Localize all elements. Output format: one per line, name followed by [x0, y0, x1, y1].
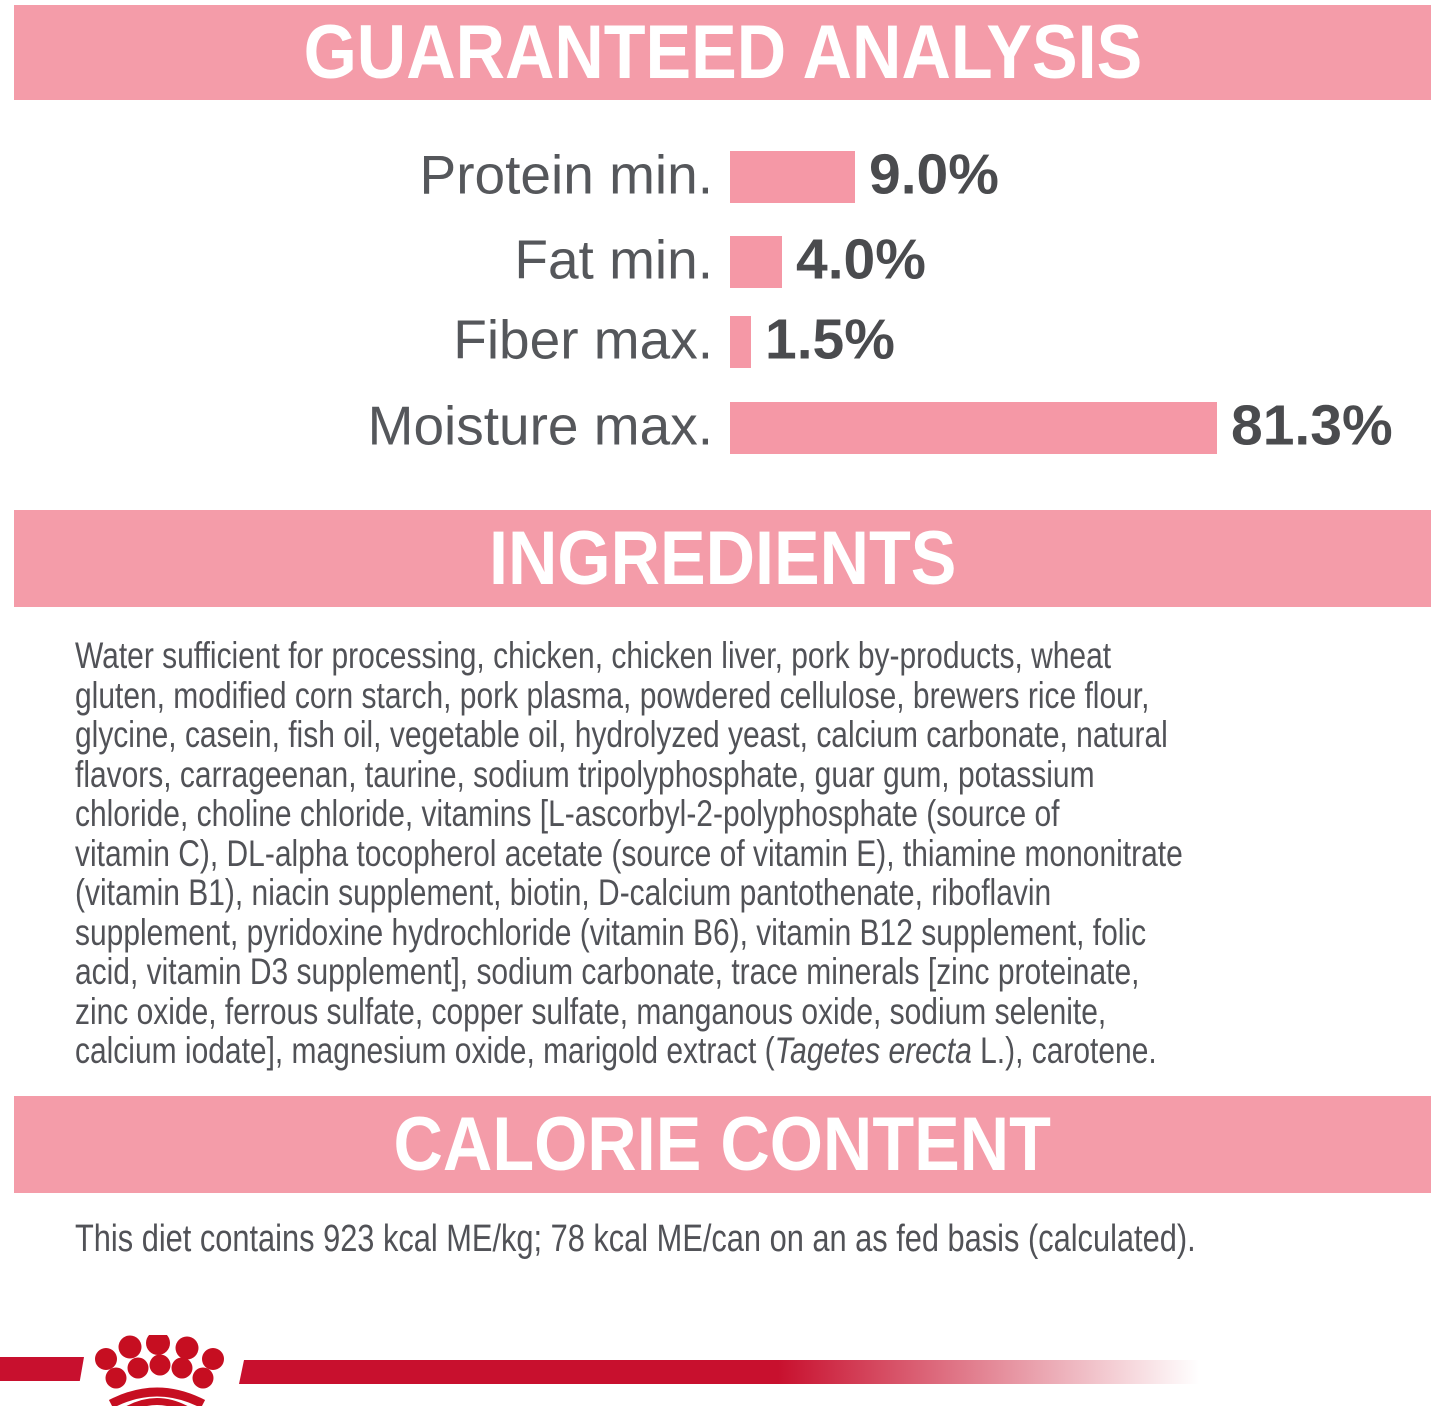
chart-value: 9.0% — [869, 142, 999, 207]
ingredients-banner — [14, 510, 1431, 607]
ingredients-line — [75, 834, 1387, 874]
chart-row-fiber — [0, 307, 1445, 372]
calorie-content-title: CALORIE CONTENT — [393, 1102, 1052, 1187]
ingredients-line — [75, 715, 1387, 755]
guaranteed-analysis-banner — [14, 5, 1431, 100]
calorie-content-text: This diet contains 923 kcal ME/kg; 78 kcal ME/can on an as fed basis (calculated). — [75, 1218, 1196, 1260]
chart-value: 81.3% — [1231, 393, 1393, 458]
ingredients-line — [75, 794, 1387, 834]
chart-row-moisture — [0, 393, 1445, 458]
calorie-content-banner — [14, 1096, 1431, 1193]
ingredients-line — [75, 1031, 1387, 1071]
ingredients-segment: zinc oxide, ferrous sulfate, copper sulfate, manganous oxide, sodium selenite, — [75, 990, 1107, 1032]
ingredients-segment: supplement, pyridoxine hydrochloride (vitamin B6), vitamin B12 supplement, folic — [75, 911, 1147, 953]
ingredients-segment: flavors, carrageenan, taurine, sodium tripolyphosphate, guar gum, potassium — [75, 753, 1095, 795]
ingredients-title: INGREDIENTS — [488, 516, 957, 601]
chart-category-label: Protein min. — [419, 143, 713, 206]
chart-row-fat — [0, 227, 1445, 292]
chart-row-protein — [0, 142, 1445, 207]
ingredients-line — [75, 992, 1387, 1032]
ingredients-segment: gluten, modified corn starch, pork plasma, powdered cellulose, brewers rice flour, — [75, 674, 1150, 716]
ingredients-segment: L.), carotene. — [971, 1030, 1157, 1071]
ingredients-line — [75, 676, 1387, 716]
ingredients-segment: acid, vitamin D3 supplement], sodium carbonate, trace minerals [zinc proteinate, — [75, 951, 1140, 992]
chart-value: 1.5% — [765, 307, 895, 372]
ingredients-segment: Water sufficient for processing, chicken, chicken liver, pork by-products, wheat — [75, 635, 1112, 676]
chart-bar — [730, 151, 855, 203]
ingredients-line — [75, 873, 1387, 913]
brand-stripe-left — [0, 1357, 84, 1381]
chart-bar — [730, 402, 1217, 454]
ingredients-line — [75, 636, 1387, 676]
chart-category-label: Moisture max. — [367, 394, 713, 457]
chart-bar — [730, 236, 782, 288]
guaranteed-analysis-title: GUARANTEED ANALYSIS — [303, 10, 1142, 95]
ingredients-line — [75, 913, 1387, 953]
royal-canin-crown-logo — [88, 1335, 238, 1406]
ingredients-segment: chloride, choline chloride, vitamins [L-ascorbyl-2-polyphosphate (source of — [75, 793, 1060, 834]
latin-species-name: Tagetes erecta — [774, 1030, 972, 1071]
chart-category-label: Fat min. — [514, 228, 713, 291]
ingredients-line — [75, 755, 1387, 795]
ingredients-segment: glycine, casein, fish oil, vegetable oil, hydrolyzed yeast, calcium carbonate, natural — [75, 714, 1168, 755]
ingredients-line — [75, 952, 1387, 992]
ingredients-paragraph — [75, 636, 1387, 1071]
chart-bar — [730, 316, 751, 368]
ingredients-segment: vitamin C), DL-alpha tocopherol acetate (source of vitamin E), thiamine mononitrate — [75, 832, 1183, 874]
ingredients-segment: calcium iodate], magnesium oxide, marigold extract ( — [75, 1030, 775, 1071]
chart-category-label: Fiber max. — [453, 308, 713, 371]
chart-value: 4.0% — [796, 227, 926, 292]
brand-stripe-right — [239, 1360, 1219, 1384]
ingredients-segment: (vitamin B1), niacin supplement, biotin, D-calcium pantothenate, riboflavin — [75, 872, 1052, 913]
